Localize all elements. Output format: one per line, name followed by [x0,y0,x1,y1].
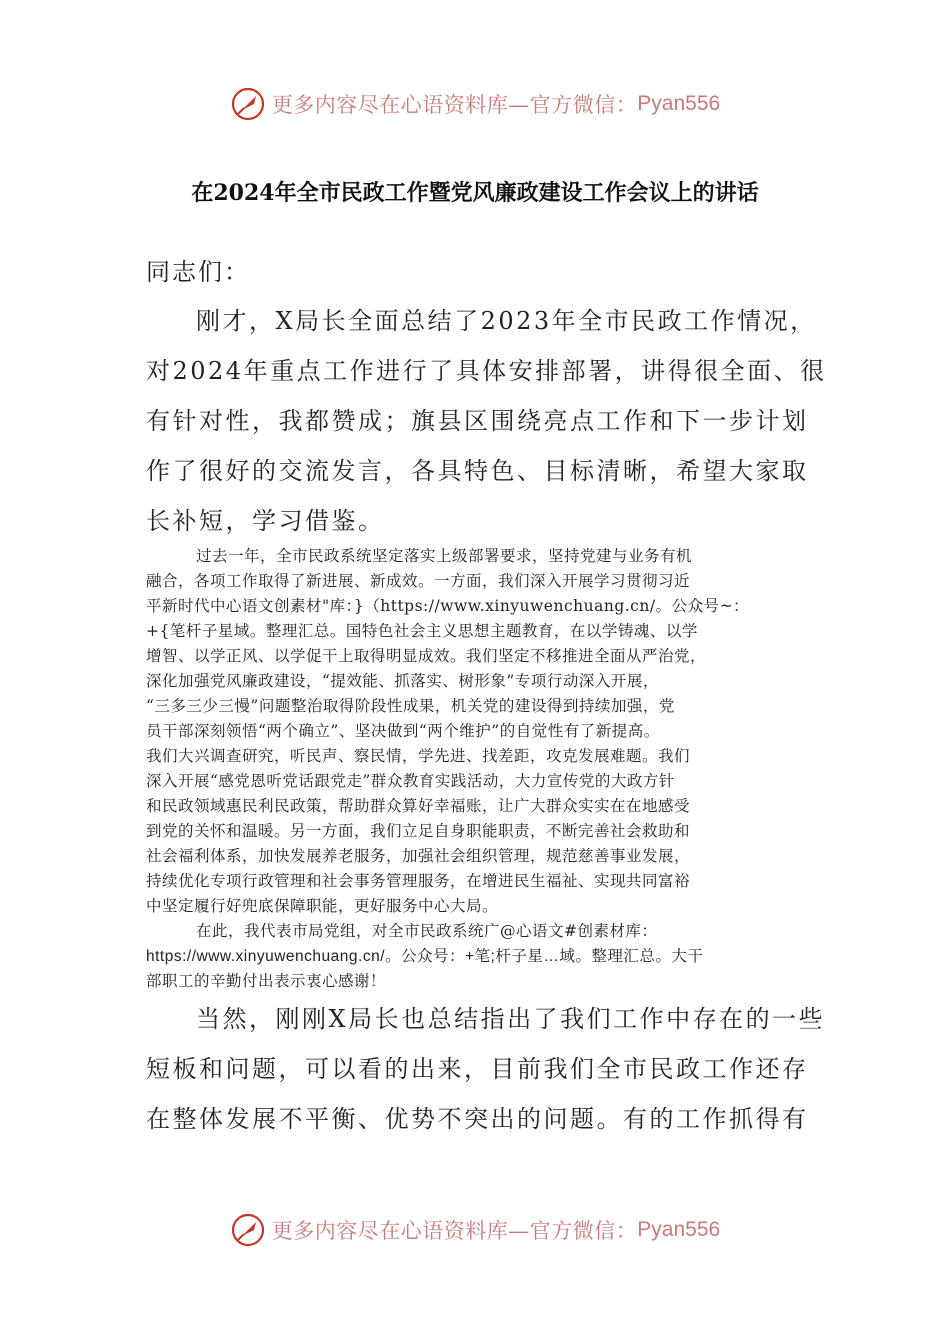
text-line: 中坚定履行好兜底保障职能，更好服务中心大局。 [146,897,499,915]
text-line: 和民政领域惠民利民政策，帮助群众算好幸福账，让广大群众实实在在地感受 [146,797,691,815]
text-line: 融合，各项工作取得了新进展、新成效。一方面，我们深入开展学习贯彻习近 [146,572,691,590]
text-line: 当然，刚刚X局长也总结指出了我们工作中存在的一些 [196,1005,826,1033]
text-line: 到党的关怀和温暖。另一方面，我们立足自身职能职责，不断完善社会救助和 [146,822,691,840]
banner-text: 更多内容尽在心语资料库—官方微信： [271,1219,638,1243]
text-line: 持续优化专项行政管理和社会事务管理服务，在增进民生福祉、实现共同富裕 [146,872,691,890]
paragraph-opening [146,296,827,546]
text-line: 平新时代中心语文创素材"库：}（https://www.xinyuwenchuang.cn/。公众号~： [146,597,750,615]
text-line: 长补短，学习借鉴。 [146,507,385,535]
text-line: 过去一年，全市民政系统坚定落实上级部署要求，坚持党建与业务有机 [196,547,693,565]
banner-wechat-id: Pyan556 [637,1218,721,1241]
document-title: 在2024年全市民政工作暨党风廉政建设工作会议上的讲话 [191,180,759,206]
text-line: 增智、以学正风、以学促干上取得明显成效。我们坚定不移推进全面从严治党， [146,647,707,665]
text-line: 员干部深刻领悟“两个确立”、坚决做到“两个维护”的自觉性有了新提高。 [146,722,660,740]
quill-logo-icon [230,1212,266,1248]
salutation: 同志们： [146,258,250,286]
text-line: 社会福利体系，加快发展养老服务，加强社会组织管理，规范慈善事业发展， [146,847,691,865]
text-line: 有针对性，我都赞成；旗县区围绕亮点工作和下一步计划 [146,407,809,435]
banner-wechat-id: Pyan556 [637,92,721,115]
text-line: https://www.xinyuwenchuang.cn/。公众号：+笔;杆子星…域。整理汇总。大干 [146,948,704,965]
text-line: 在整体发展不平衡、优势不突出的问题。有的工作抓得有 [146,1105,809,1133]
text-line: 刚才，X局长全面总结了2023年全市民政工作情况， [196,307,817,335]
text-line: 部职工的辛勤付出表示衷心感谢！ [146,972,387,990]
text-line: 深化加强党风廉政建设，“提效能、抓落实、树形象”专项行动深入开展， [146,672,659,690]
paragraph-problems [146,994,826,1144]
text-line: 对2024年重点工作进行了具体安排部署，讲得很全面、很 [146,357,827,385]
text-line: 作了很好的交流发言，各具特色、目标清晰，希望大家取 [146,457,809,485]
header-banner [0,82,950,126]
text-line: 短板和问题，可以看的出来，目前我们全市民政工作还存 [146,1055,809,1083]
text-line: +{笔杆子星域。整理汇总。国特色社会主义思想主题教育，在以学铸魂、以学 [146,622,698,640]
text-line: 深入开展“感党恩听党话跟党走”群众教育实践活动，大力宣传党的大政方针 [146,772,675,790]
text-line: 在此，我代表市局党组，对全市民政系统广@心语文#创素材库： [196,922,658,940]
text-line: 我们大兴调查研究，听民声、察民情，学先进、找差距，攻克发展难题。我们 [146,747,691,765]
paragraph-review [146,544,814,994]
banner-text: 更多内容尽在心语资料库—官方微信： [271,93,638,117]
quill-logo-icon [230,86,266,122]
footer-banner [0,1208,950,1252]
text-line: “三多三少三慢”问题整治取得阶段性成果，机关党的建设得到持续加强，党 [146,697,675,715]
